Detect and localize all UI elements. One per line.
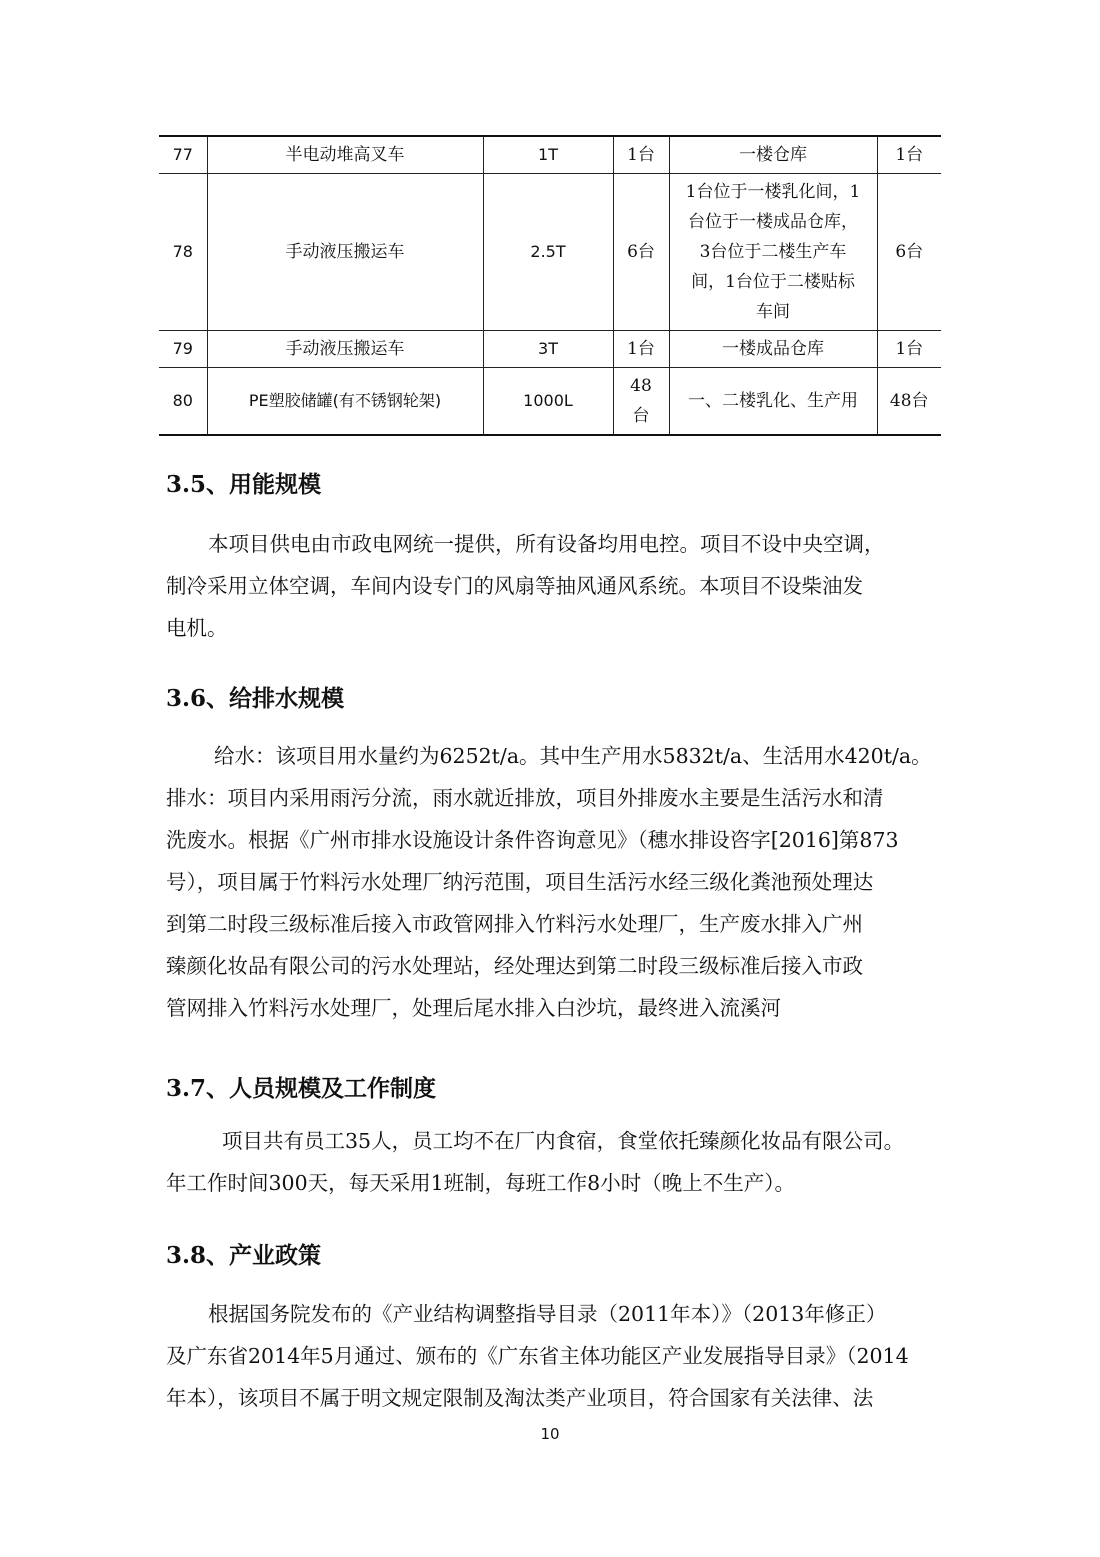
- equipment-name: 半电动堆高叉车: [207, 136, 483, 174]
- text-line: 号），项目属于竹料污水处理厂纳污范围，项目生活污水经三级化粪池预处理达: [166, 870, 874, 894]
- equipment-quantity: [613, 368, 669, 436]
- section-body-3-8: [166, 1293, 936, 1419]
- equipment-quantity: 1台: [613, 136, 669, 174]
- section-heading-3-7: 3.7、人员规模及工作制度: [166, 1075, 437, 1102]
- text-line: 年本），该项目不属于明文规定限制及淘汰类产业项目，符合国家有关法律、法: [166, 1386, 874, 1410]
- row-number: 79: [159, 331, 207, 368]
- text-line: 臻颜化妆品有限公司的污水处理站，经处理达到第二时段三级标准后接入市政: [166, 954, 863, 978]
- text-line: 年工作时间300天，每天采用1班制，每班工作8小时（晚上不生产）。: [166, 1171, 795, 1195]
- text-line: 电机。: [166, 616, 228, 640]
- text-line: 及广东省2014年5月通过、颁布的《广东省主体功能区产业发展指导目录》（2014: [166, 1344, 909, 1368]
- text-line: 排水：项目内采用雨污分流，雨水就近排放，项目外排废水主要是生活污水和清: [166, 786, 884, 810]
- equipment-quantity: 1台: [613, 331, 669, 368]
- section-body-3-7: [166, 1120, 936, 1204]
- text-line: 本项目供电由市政电网统一提供，所有设备均用电控。项目不设中央空调，: [208, 532, 885, 556]
- text-line: 制冷采用立体空调，车间内设专门的风扇等抽风通风系统。本项目不设柴油发: [166, 574, 863, 598]
- equipment-location: 一楼仓库: [669, 136, 877, 174]
- table-row: [159, 136, 941, 174]
- equipment-name: 手动液压搬运车: [207, 331, 483, 368]
- location-line: 台位于一楼成品仓库，: [688, 212, 858, 232]
- section-heading-3-6: 3.6、给排水规模: [166, 685, 345, 712]
- equipment-spec: 1000L: [483, 368, 613, 436]
- equipment-quantity: 6台: [613, 174, 669, 331]
- quantity-line: 台: [632, 406, 650, 426]
- quantity-line: 48: [630, 376, 652, 396]
- table-row: [159, 368, 941, 436]
- section-body-3-6: [166, 735, 936, 1029]
- section-heading-3-8: 3.8、产业政策: [166, 1242, 322, 1269]
- location-line: 车间: [756, 302, 790, 322]
- text-line: 项目共有员工35人，员工均不在厂内食宿，食堂依托臻颜化妆品有限公司。: [222, 1129, 905, 1153]
- page-number: 10: [540, 1425, 560, 1443]
- text-line: 给水：该项目用水量约为6252t/a。其中生产用水5832t/a、生活用水420t/a。: [214, 744, 932, 768]
- equipment-spec: 3T: [483, 331, 613, 368]
- equipment-name: PE塑胶储罐(有不锈钢轮架): [207, 368, 483, 436]
- text-line: 管网排入竹料污水处理厂，处理后尾水排入白沙坑，最终进入流溪河: [166, 996, 781, 1020]
- table-row: [159, 174, 941, 331]
- equipment-spec: 2.5T: [483, 174, 613, 331]
- equipment-total: 48台: [877, 368, 941, 436]
- equipment-name: 手动液压搬运车: [207, 174, 483, 331]
- section-body-3-5: [166, 523, 936, 649]
- table-row: [159, 331, 941, 368]
- location-line: 3台位于二楼生产车: [699, 242, 847, 262]
- location-line: 间，1台位于二楼贴标: [691, 272, 855, 292]
- row-number: 80: [159, 368, 207, 436]
- equipment-total: 1台: [877, 331, 941, 368]
- equipment-spec: 1T: [483, 136, 613, 174]
- equipment-location: 一楼成品仓库: [669, 331, 877, 368]
- equipment-location: 一、二楼乳化、生产用: [669, 368, 877, 436]
- location-line: 1台位于一楼乳化间，1: [685, 182, 861, 202]
- equipment-table: [159, 135, 941, 436]
- row-number: 78: [159, 174, 207, 331]
- text-line: 洗废水。根据《广州市排水设施设计条件咨询意见》（穗水排设咨字[2016]第873: [166, 828, 899, 852]
- equipment-total: 6台: [877, 174, 941, 331]
- row-number: 77: [159, 136, 207, 174]
- equipment-location: [669, 174, 877, 331]
- equipment-total: 1台: [877, 136, 941, 174]
- text-line: 根据国务院发布的《产业结构调整指导目录（2011年本）》（2013年修正）: [208, 1302, 887, 1326]
- text-line: 到第二时段三级标准后接入市政管网排入竹料污水处理厂，生产废水排入广州: [166, 912, 863, 936]
- section-heading-3-5: 3.5、用能规模: [166, 471, 322, 498]
